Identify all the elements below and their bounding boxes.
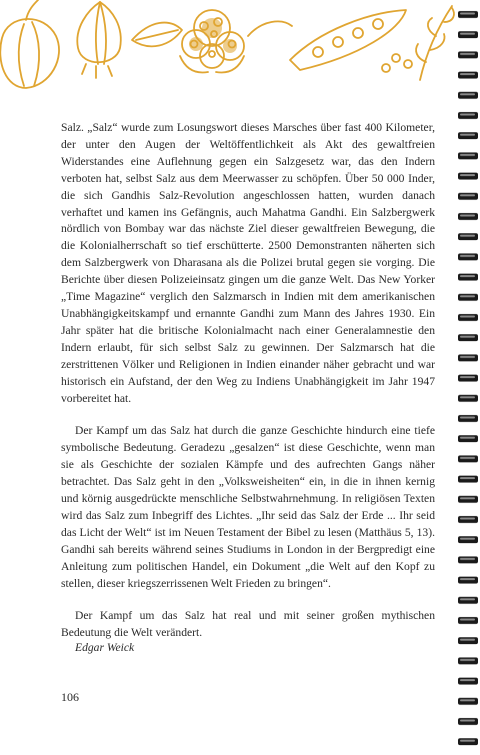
paragraph-2: Der Kampf um das Salz hat durch die ganze Geschichte hindurch eine tiefe symbolische Bedeutung. Geradezu „gesalzen“ ist diese Geschichte, wenn man sie als Geschichte der sozialen Kämpfe und des aufrechten Gangs näher betrachtet. Das Salz geht in den „Volksweisheiten“ ein, in die in ihnen kernig und körnig ausgedrückte menschliche Selbstwahrnehmung. In religiösen Texten wird das Salz zum Inbegriff des Lichtes. „Ihr seid das Salz der Erde ... Ihr seid das Licht der Welt“ ist im Neuen Testament der Bibel zu lesen (Matthäus 5, 13). Gandhi sah bereits während seines Studiums in London in der Bergpredigt eine Anleitung zum politischen Handel, ein Dokument „die Welt auf den Kopf zu stellen, dieser kriegszerrissenen Welt Frieden zu bringen“. [61, 424, 435, 590]
paragraph-3: Der Kampf um das Salz hat real und mit seiner großen mythischen Bedeutung die Welt verändert. [61, 609, 435, 640]
vegetable-illustration-icon [0, 0, 458, 100]
paragraph-1: Salz. „Salz“ wurde zum Losungswort dieses Marsches über fast 400 Kilometer, der unter den Augen der Weltöffentlichkeit als Akt des gewaltfreien Widerstandes eine Auflehnung gegen ein Salzgesetz war, das den Indern verboten hat, selbst Salz aus dem Meerwasser zu schöpfen. Über 50 000 Inder, die sich Gandhis Salz-Revolution angeschlossen hatten, wurden danach verhaftet und kamen ins Gefängnis, auch Mahatma Gandhi. Ein Salzbergwerk nördlich von Bombay war das nächste Ziel dieser gewaltfreien Bewegung, die die Kolonialherrschaft so tief erschütterte. 2500 Demonstranten näherten sich dem Salzbergwerk von Dharasana als die Polizei brutal gegen sie vorging. Die Berichte über diesen Polizeieinsatz gingen um die ganze Welt. Das New Yorker „Time Magazine“ verglich den Salzmarsch in Indien mit dem amerikanischen Unabhängigkeitskampf und ernannte Gandhi zum Mann des Jahres 1930. Ein Jahr später hat die britische Kolonialmacht nach einer Generalamnestie den Indern erlaubt, für sich selbst Salz zu gewinnen. Der Salzmarsch hat die zerstrittenen Völker und Religionen in Indien einander näher gebracht und war historisch ein Aufstand, der den Weg zu Indiens Unabhängigkeit im Jahr 1947 vorbereitet hat. [61, 121, 435, 405]
author-signature: Edgar Weick [75, 641, 135, 654]
body-text [61, 120, 435, 642]
spiral-binding-icon [455, 0, 480, 755]
page-number: 106 [61, 690, 79, 704]
